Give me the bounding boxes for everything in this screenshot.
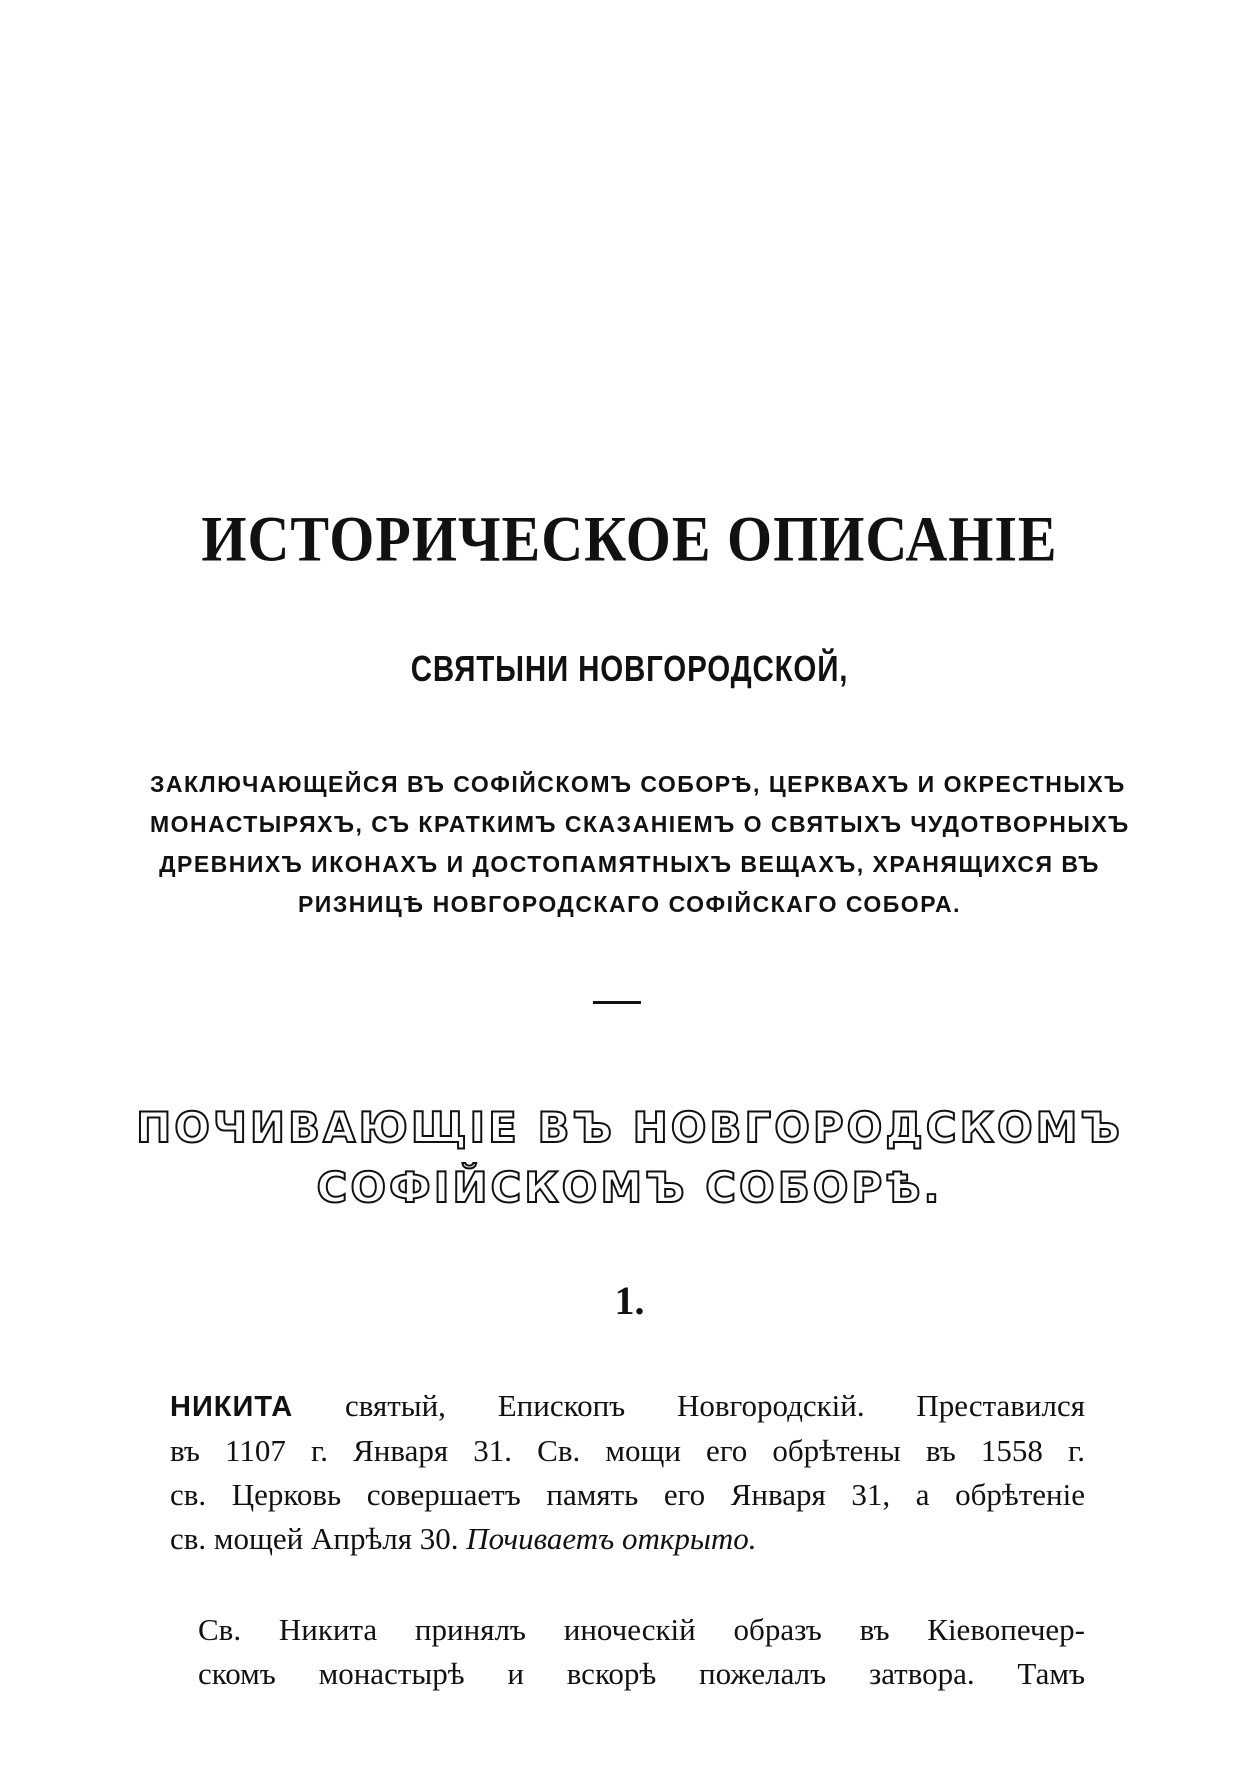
description-line: РИЗНИЦѢ НОВГОРОДСКАГО СОФІЙСКАГО СОБОРА. — [297, 891, 962, 917]
entry-line: св. Церковь совершаетъ память его Января 31, а обрѣтеніе — [170, 1477, 1085, 1512]
entry-line4-text: св. мощей Апрѣля 30. — [170, 1521, 467, 1556]
body-paragraph — [198, 1608, 1085, 1696]
section-heading-line: ПОЧИВАЮЩІЕ ВЪ НОВГОРОДСКОМЪ — [136, 1103, 1123, 1152]
entry-line — [170, 1384, 1085, 1429]
entry-line1-text: святый, Епископъ Новгородскій. Преставился — [293, 1388, 1085, 1423]
entry-line — [170, 1517, 1085, 1561]
page-subtitle: СВЯТЫНИ НОВГОРОДСКОЙ, — [410, 648, 849, 689]
section-heading — [0, 1098, 1259, 1218]
divider-rule — [593, 1001, 641, 1004]
entry-line: въ 1107 г. Января 31. Св. мощи его обрѣтены въ 1558 г. — [170, 1433, 1085, 1468]
description-line: ДРЕВНИХЪ ИКОНАХЪ И ДОСТОПАМЯТНЫХЪ ВЕЩАХЪ, ХРАНЯЩИХСЯ ВЪ — [159, 851, 1100, 877]
description-line: ЗАКЛЮЧАЮЩЕЙСЯ ВЪ СОФІЙСКОМЪ СОБОРѢ, ЦЕРКВАХЪ И ОКРЕСТНЫХЪ — [150, 771, 1126, 797]
entry-note-italic: Почиваетъ открыто. — [466, 1521, 757, 1556]
entry-text — [170, 1384, 1085, 1561]
entry-number: 1. — [614, 1278, 645, 1323]
description-line: МОНАСТЫРЯХЪ, СЪ КРАТКИМЪ СКАЗАНІЕМЪ О СВЯТЫХЪ ЧУДОТВОРНЫХЪ — [150, 811, 1130, 837]
section-heading-line: СОФІЙСКОМЪ СОБОРѢ. — [316, 1163, 943, 1212]
title-description — [150, 764, 1130, 924]
paragraph-line: скомъ монастырѣ и вскорѣ пожелалъ затвора. Тамъ — [198, 1656, 1085, 1691]
saint-name: НИКИТА — [170, 1391, 294, 1423]
paragraph-line: Св. Никита принялъ иноческій образъ въ Кіевопечер- — [198, 1612, 1085, 1647]
page-title: ИСТОРИЧЕСКОЕ ОПИСАНІЕ — [201, 502, 1058, 575]
